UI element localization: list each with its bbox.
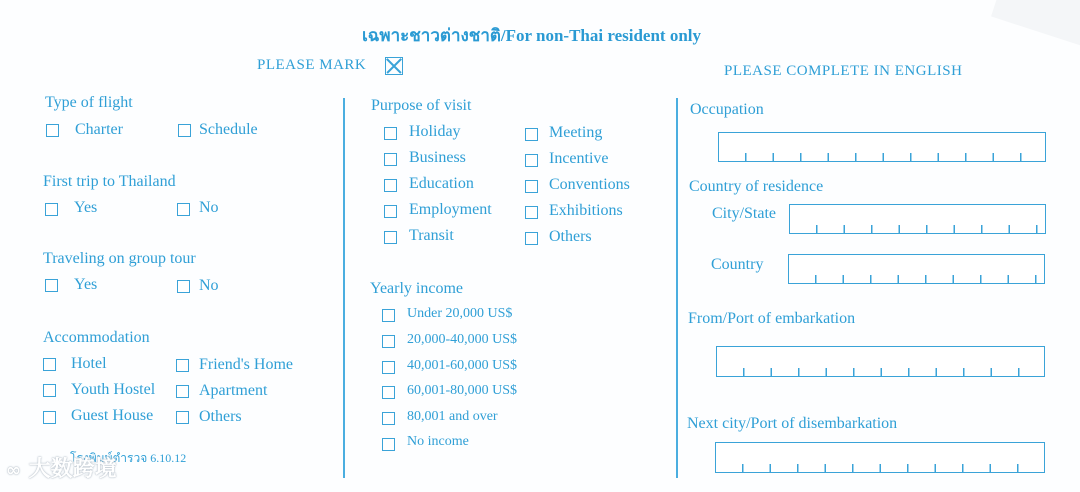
form-title: เฉพาะชาวต่างชาติ/For non-Thai resident only — [362, 26, 702, 45]
first-trip-no-label: No — [199, 199, 219, 216]
first-trip-heading: First trip to Thailand — [43, 173, 176, 190]
incentive-checkbox[interactable] — [525, 154, 538, 167]
column-divider-right — [676, 98, 678, 478]
meeting-label: Meeting — [549, 124, 603, 141]
income-60001-80000-label: 60,001-80,000 US$ — [407, 383, 518, 398]
city-state-field[interactable] — [789, 204, 1046, 234]
first-trip-yes-label: Yes — [74, 199, 98, 216]
meeting-checkbox[interactable] — [525, 128, 538, 141]
country-label: Country — [711, 256, 764, 273]
guest-house-checkbox[interactable] — [43, 411, 56, 424]
exhibitions-checkbox[interactable] — [525, 206, 538, 219]
transit-label: Transit — [409, 227, 454, 244]
type-of-flight-heading: Type of flight — [45, 94, 133, 111]
holiday-checkbox[interactable] — [384, 127, 397, 140]
education-checkbox[interactable] — [384, 179, 397, 192]
income-under-20000-label: Under 20,000 US$ — [407, 306, 513, 321]
income-under-20000-checkbox[interactable] — [382, 309, 395, 322]
group-tour-heading: Traveling on group tour — [43, 250, 196, 267]
occupation-field[interactable] — [718, 132, 1046, 162]
first-trip-no-checkbox[interactable] — [177, 203, 190, 216]
youth-hostel-checkbox[interactable] — [43, 384, 56, 397]
schedule-checkbox[interactable] — [178, 124, 191, 137]
schedule-label: Schedule — [199, 121, 258, 138]
please-mark-label: PLEASE MARK — [257, 57, 367, 73]
city-state-label: City/State — [712, 205, 776, 222]
youth-hostel-label: Youth Hostel — [71, 381, 156, 398]
apartment-label: Apartment — [199, 382, 268, 399]
employment-label: Employment — [409, 201, 492, 218]
group-tour-yes-label: Yes — [74, 276, 98, 293]
conventions-checkbox[interactable] — [525, 180, 538, 193]
purpose-others-checkbox[interactable] — [525, 232, 538, 245]
country-field[interactable] — [788, 254, 1045, 284]
incentive-label: Incentive — [549, 150, 609, 167]
watermark-text: 大数跨境 — [28, 457, 117, 482]
no-income-checkbox[interactable] — [382, 438, 395, 451]
conventions-label: Conventions — [549, 176, 630, 193]
income-40001-60000-label: 40,001-60,000 US$ — [407, 358, 518, 373]
accommodation-heading: Accommodation — [43, 329, 150, 346]
watermark-icon: ∞ — [6, 460, 21, 481]
charter-checkbox[interactable] — [46, 124, 59, 137]
income-heading: Yearly income — [370, 280, 464, 297]
watermark-logo — [6, 452, 117, 483]
income-20000-40000-checkbox[interactable] — [382, 335, 395, 348]
holiday-label: Holiday — [409, 123, 461, 140]
hotel-checkbox[interactable] — [43, 358, 56, 371]
mark-example-icon — [385, 57, 403, 75]
friends-home-checkbox[interactable] — [176, 359, 189, 372]
employment-checkbox[interactable] — [384, 205, 397, 218]
exhibitions-label: Exhibitions — [549, 202, 623, 219]
embarkation-label: From/Port of embarkation — [688, 310, 856, 327]
education-label: Education — [409, 175, 474, 192]
income-60001-80000-checkbox[interactable] — [382, 386, 395, 399]
first-trip-yes-checkbox[interactable] — [45, 203, 58, 216]
business-label: Business — [409, 149, 466, 166]
guest-house-label: Guest House — [71, 407, 154, 424]
accommodation-others-label: Others — [199, 408, 242, 425]
embarkation-field[interactable] — [716, 346, 1045, 377]
country-of-residence-label: Country of residence — [689, 178, 824, 195]
occupation-label: Occupation — [690, 101, 764, 118]
purpose-others-label: Others — [549, 228, 592, 245]
income-80001-over-label: 80,001 and over — [407, 409, 498, 424]
column-divider-left — [343, 98, 345, 478]
income-80001-over-checkbox[interactable] — [382, 412, 395, 425]
apartment-checkbox[interactable] — [176, 385, 189, 398]
accommodation-others-checkbox[interactable] — [176, 411, 189, 424]
transit-checkbox[interactable] — [384, 231, 397, 244]
purpose-heading: Purpose of visit — [371, 97, 472, 114]
business-checkbox[interactable] — [384, 153, 397, 166]
printer-note: โรงพิมพ์ตำรวจ 6.10.12 — [70, 451, 187, 465]
charter-label: Charter — [75, 121, 123, 138]
group-tour-no-checkbox[interactable] — [177, 280, 190, 293]
group-tour-yes-checkbox[interactable] — [45, 279, 58, 292]
disembarkation-field[interactable] — [715, 442, 1045, 473]
no-income-label: No income — [407, 434, 469, 449]
friends-home-label: Friend's Home — [199, 356, 293, 373]
disembarkation-label: Next city/Port of disembarkation — [687, 415, 898, 432]
group-tour-no-label: No — [199, 277, 219, 294]
please-complete-label: PLEASE COMPLETE IN ENGLISH — [724, 63, 963, 79]
income-20000-40000-label: 20,000-40,000 US$ — [407, 332, 518, 347]
income-40001-60000-checkbox[interactable] — [382, 361, 395, 374]
hotel-label: Hotel — [71, 355, 107, 372]
